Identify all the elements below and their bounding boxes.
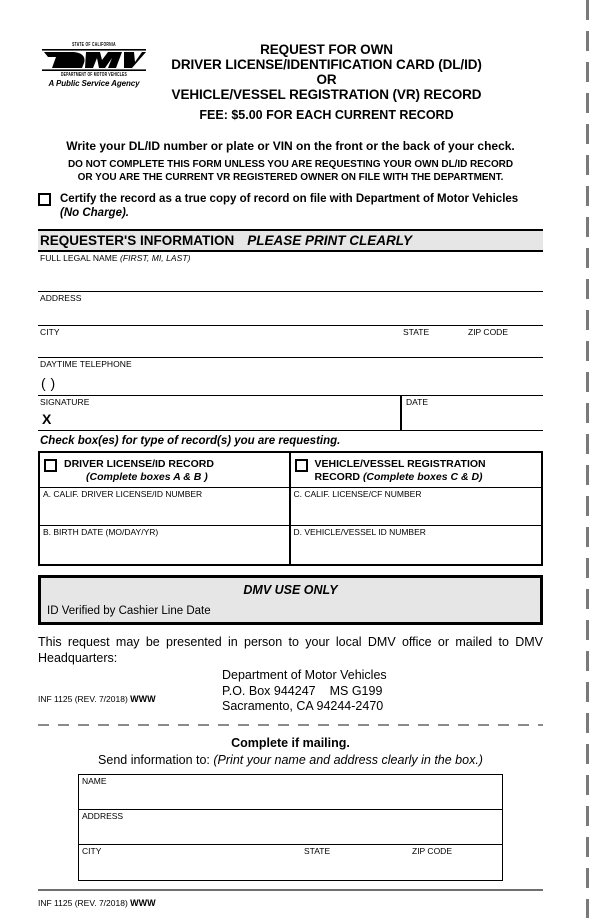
field-c-calif-license-cf-number[interactable]	[291, 488, 542, 526]
send-information-plain: Send information to:	[98, 753, 210, 767]
vehicle-registration-record-subtitle: (Complete boxes C & D)	[362, 470, 483, 483]
dashed-separator	[38, 724, 543, 726]
date-label: DATE	[406, 397, 429, 407]
title-line-4: VEHICLE/VESSEL REGISTRATION (VR) RECORD	[171, 87, 482, 102]
dmv-use-only-title: DMV USE ONLY	[243, 583, 338, 597]
send-information-italic: (Print your name and address clearly in the box.)	[213, 753, 483, 767]
check-instruction: Check box(es) for type of record(s) you are requesting.	[40, 435, 341, 447]
driver-license-record-checkbox[interactable]	[44, 459, 57, 472]
form-number-footer	[38, 898, 543, 908]
trim-dashed-line	[586, 0, 589, 918]
logo-state-text: STATE OF CALIFORNIA	[72, 41, 116, 48]
requester-information-band	[38, 229, 543, 252]
mailing-name-label: NAME	[82, 776, 107, 786]
driver-license-record-title: DRIVER LICENSE/ID RECORD	[64, 458, 214, 470]
complete-if-mailing-title: Complete if mailing.	[231, 736, 350, 750]
warning-line-1: DO NOT COMPLETE THIS FORM UNLESS YOU ARE REQUESTING YOUR OWN DL/ID RECORD	[67, 159, 514, 170]
warning-line-2: OR YOU ARE THE CURRENT VR REGISTERED OWNER ON FILE WITH THE DEPARTMENT.	[77, 171, 504, 183]
form-www-footer: WWW	[130, 897, 156, 908]
driver-license-record-header[interactable]	[40, 453, 289, 488]
field-b-label: B. BIRTH DATE (MO/DAY/YR)	[43, 527, 159, 537]
mailing-instruction-paragraph: This request may be presented in person to your local DMV office or mailed to DMV Headquarters:	[38, 635, 543, 665]
daytime-telephone-field[interactable]	[38, 358, 543, 396]
dmv-use-only-box	[38, 575, 543, 625]
vehicle-registration-record-title: VEHICLE/VESSEL REGISTRATION	[314, 458, 486, 470]
field-b-birth-date[interactable]	[40, 526, 289, 564]
form-content	[38, 0, 543, 908]
city-state-zip-field[interactable]	[38, 326, 543, 358]
city-label: CITY	[40, 327, 60, 337]
address-line-1: Department of Motor Vehicles	[222, 668, 387, 682]
signature-date-field[interactable]	[38, 396, 543, 431]
dmv-use-only-subtext: ID Verified by Cashier Line Date	[47, 605, 211, 617]
field-d-label: D. VEHICLE/VESSEL ID NUMBER	[293, 527, 426, 537]
full-name-label: FULL LEGAL NAME	[40, 253, 118, 263]
certify-row[interactable]	[38, 192, 543, 220]
field-a-label: A. CALIF. DRIVER LICENSE/ID NUMBER	[43, 489, 203, 499]
form-number-middle-text: INF 1125 (REV. 7/2018)	[38, 694, 128, 704]
driver-license-record-title-wrap	[64, 458, 214, 483]
vehicle-registration-record-title-wrap	[315, 458, 486, 483]
field-c-label: C. CALIF. LICENSE/CF NUMBER	[293, 489, 422, 499]
address-line-2	[222, 684, 387, 700]
driver-license-record-subtitle: (Complete boxes A & B )	[86, 470, 208, 483]
field-a-calif-dl-id-number[interactable]	[40, 488, 289, 526]
signature-x-marker: X	[42, 411, 52, 427]
mail-stop: MS G199	[329, 683, 383, 698]
vehicle-registration-record-checkbox[interactable]	[295, 459, 308, 472]
address-line-3: Sacramento, CA 94244-2470	[222, 699, 384, 713]
mailing-name-row[interactable]	[79, 775, 502, 810]
full-name-field[interactable]	[38, 252, 543, 292]
title-line-2: DRIVER LICENSE/IDENTIFICATION CARD (DL/ID)	[171, 57, 482, 72]
record-type-boxes	[38, 451, 543, 566]
mailing-city-state-zip-row[interactable]	[79, 845, 502, 880]
address-label: ADDRESS	[40, 293, 82, 303]
title-line-1: REQUEST FOR OWN	[260, 42, 393, 57]
bottom-rule	[38, 889, 543, 891]
send-information-line	[38, 752, 543, 768]
mailing-city-label: CITY	[82, 846, 102, 856]
check-note: Write your DL/ID number or plate or VIN on the front or the back of your check.	[66, 139, 515, 153]
phone-label: DAYTIME TELEPHONE	[40, 359, 132, 369]
vehicle-registration-record-title2: RECORD	[314, 470, 361, 483]
mailing-address-row[interactable]	[79, 810, 502, 845]
form-www-middle: WWW	[130, 694, 156, 704]
mailing-address-label: ADDRESS	[82, 811, 124, 821]
driver-license-record-column	[40, 453, 291, 564]
zip-label: ZIP CODE	[468, 327, 508, 337]
mailing-address-box	[78, 774, 503, 881]
logo-department-text: DEPARTMENT OF MOTOR VEHICLES	[61, 71, 127, 78]
state-label: STATE	[403, 327, 430, 337]
headquarters-address	[222, 668, 387, 715]
certify-label	[60, 192, 518, 220]
form-header	[38, 42, 543, 132]
headquarters-address-wrap	[38, 668, 543, 714]
logo-tagline: A Public Service Agency	[48, 79, 140, 88]
form-title	[110, 42, 543, 123]
certify-checkbox[interactable]	[38, 193, 51, 206]
title-line-3: OR	[316, 72, 337, 87]
fee-line: FEE: $5.00 FOR EACH CURRENT RECORD	[199, 108, 454, 122]
form-number-middle	[38, 694, 156, 704]
form-number-footer-text: INF 1125 (REV. 7/2018)	[38, 897, 128, 908]
vehicle-registration-record-column	[291, 453, 542, 564]
requester-band-instruction: PLEASE PRINT CLEARLY	[247, 233, 412, 248]
phone-parentheses: ( )	[41, 375, 56, 391]
field-d-vehicle-vessel-id-number[interactable]	[291, 526, 542, 564]
requester-band-title: REQUESTER'S INFORMATION	[40, 233, 235, 248]
address-field[interactable]	[38, 292, 543, 326]
certify-text-sub: (No Charge).	[60, 207, 129, 219]
signature-label: SIGNATURE	[40, 397, 90, 407]
mailing-zip-label: ZIP CODE	[412, 846, 452, 856]
mailing-state-label: STATE	[304, 846, 331, 856]
po-box: P.O. Box 944247	[222, 683, 316, 698]
full-name-hint: (FIRST, MI, LAST)	[120, 253, 191, 263]
certify-text-main: Certify the record as a true copy of record on file with Department of Motor Vehicles	[60, 193, 519, 205]
signature-date-divider	[400, 396, 402, 430]
full-name-label-wrap	[38, 252, 543, 264]
vehicle-registration-record-header[interactable]	[291, 453, 542, 488]
